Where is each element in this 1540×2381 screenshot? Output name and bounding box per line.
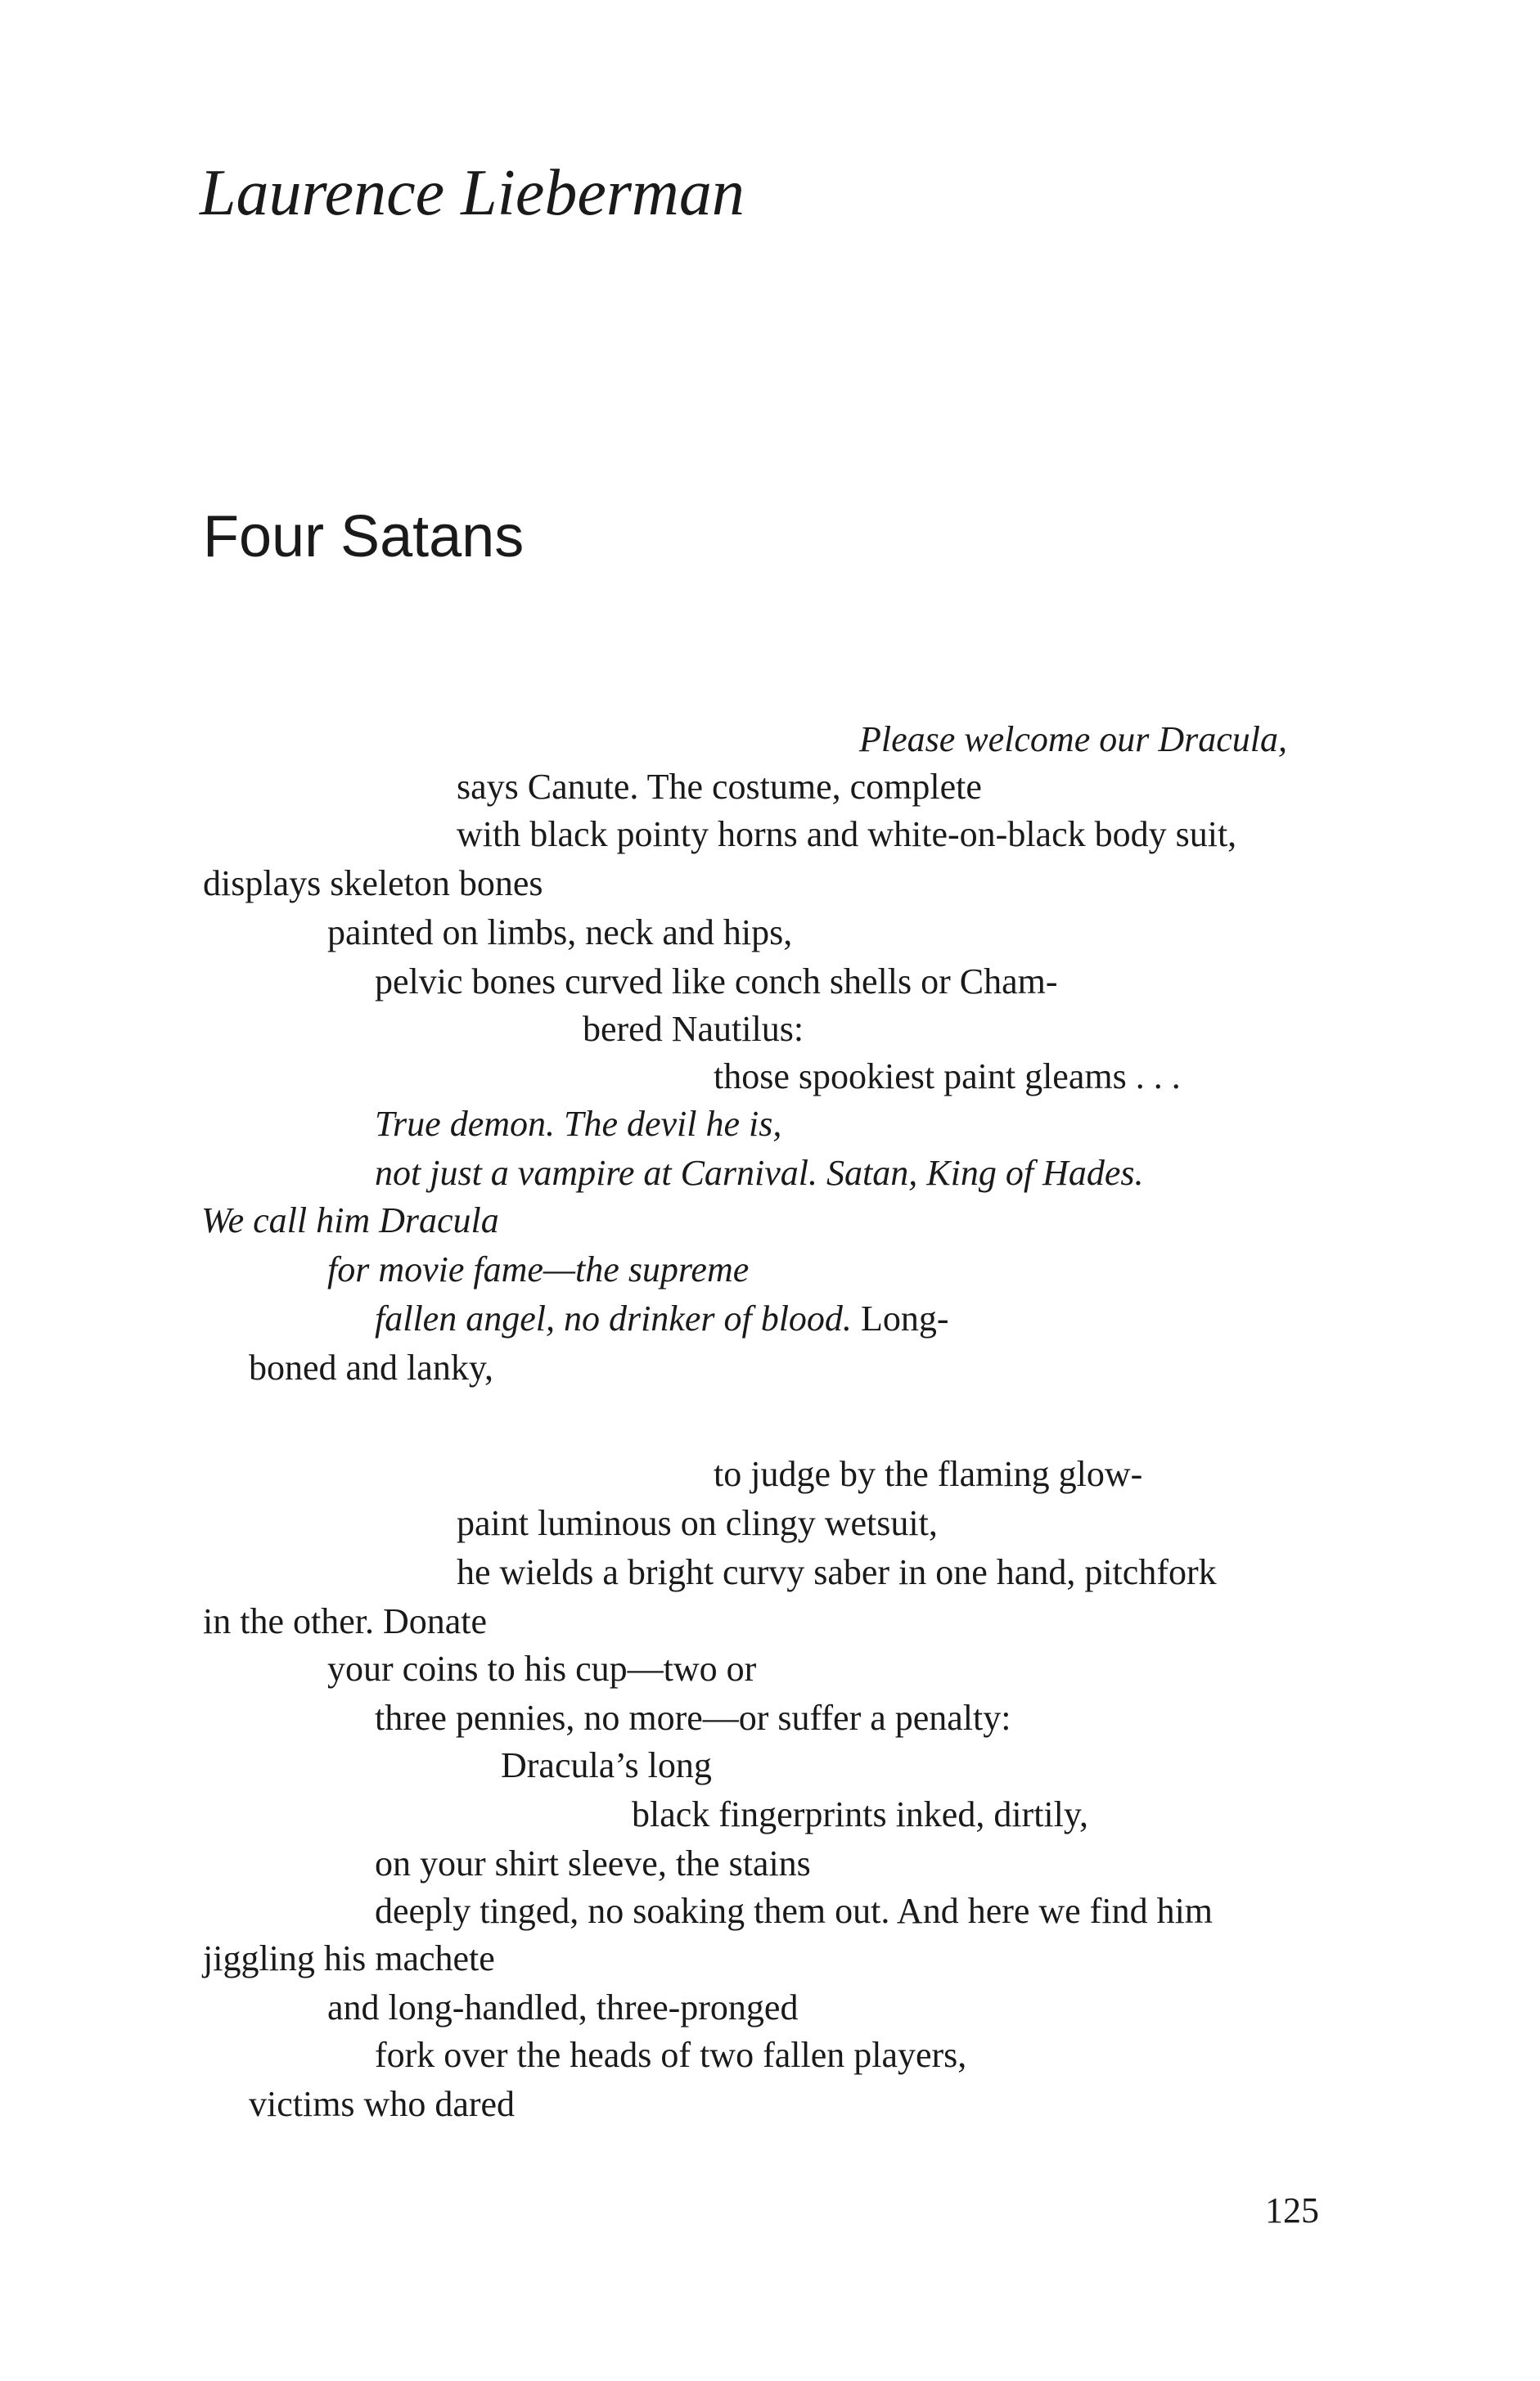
poem-line-text: your coins to his cup—two or — [327, 1649, 757, 1689]
poem-line-text: We call him Dracula — [201, 1200, 499, 1240]
poem-line-text: to judge by the flaming glow- — [714, 1454, 1143, 1494]
poem-line — [203, 1601, 488, 1641]
page-number: 125 — [1265, 2190, 1319, 2230]
poem-line-text: bered Nautilus: — [583, 1009, 804, 1049]
poem-line — [457, 1503, 938, 1543]
poem-line — [375, 961, 1058, 1001]
poem-line-text: Please welcome our Dracula, — [859, 719, 1287, 759]
poem-line-text: jiggling his machete — [203, 1938, 495, 1978]
poem-line — [327, 1987, 799, 2028]
poem-line-text: paint luminous on clingy wetsuit, — [457, 1503, 938, 1543]
poem-line-text: painted on limbs, neck and hips, — [327, 912, 793, 952]
poem-line — [327, 912, 793, 952]
poem-line — [859, 719, 1287, 759]
poem-line — [203, 1938, 495, 1978]
poem-line — [583, 1011, 804, 1047]
poem-line — [375, 1700, 1011, 1736]
poem-line — [201, 1200, 499, 1240]
poem-line-text: True demon. The devil he is, — [375, 1104, 782, 1144]
poem-line — [632, 1794, 1089, 1834]
poem-line-text: not just a vampire at Carnival. Satan, King of Hades. — [375, 1153, 1144, 1193]
poem-line-text: for movie fame—the supreme — [327, 1249, 750, 1290]
poem-line — [457, 814, 1237, 854]
poem-line — [375, 1106, 781, 1142]
poem-line-text: three pennies, no more—or suffer a penalty: — [375, 1698, 1011, 1738]
poem-line-text: on your shirt sleeve, the stains — [375, 1843, 811, 1884]
poem-line — [327, 1249, 750, 1290]
poem-line-text: he wields a bright curvy saber in one hand, pitchfork — [457, 1552, 1217, 1592]
poem-line — [714, 1456, 1142, 1492]
poem-line-text: fallen angel, no drinker of blood. — [375, 1299, 852, 1339]
poem-line — [375, 1843, 811, 1884]
poem-line — [249, 1350, 493, 1386]
poem-line-text: Long- — [851, 1299, 949, 1339]
poem-line — [375, 1155, 1143, 1191]
poem-line — [327, 1651, 756, 1687]
poem-line — [375, 1301, 948, 1337]
poem-line-text: victims who dared — [249, 2084, 516, 2124]
author-name: Laurence Lieberman — [200, 157, 745, 229]
poem-line-text: displays skeleton bones — [203, 863, 543, 903]
poem-line-text: with black pointy horns and white-on-black body suit, — [457, 814, 1237, 854]
poem-title: Four Satans — [203, 504, 525, 569]
poem-line-text: black fingerprints inked, dirtily, — [632, 1794, 1089, 1834]
poem-line — [249, 2086, 515, 2122]
poem-line — [714, 1056, 1181, 1096]
poem-line-text: fork over the heads of two fallen players, — [375, 2035, 967, 2075]
poem-line — [457, 769, 982, 805]
poem-line — [375, 1893, 1213, 1929]
poem-line-text: Dracula’s long — [501, 1745, 712, 1785]
poem-line-text: those spookiest paint gleams . . . — [714, 1056, 1181, 1096]
poem-line — [375, 2037, 966, 2073]
poem-line-text: and long-handled, three-pronged — [327, 1987, 799, 2028]
poem-line-text: in the other. Donate — [203, 1601, 488, 1641]
poem-line — [457, 1552, 1217, 1592]
poem-line — [501, 1745, 712, 1785]
poem-line-text: deeply tinged, no soaking them out. And here we find him — [375, 1891, 1214, 1931]
poem-line-text: says Canute. The costume, complete — [457, 767, 982, 807]
poem-line-text: boned and lanky, — [249, 1348, 493, 1388]
poem-line — [203, 863, 543, 903]
poem-line-text: pelvic bones curved like conch shells or Cham- — [375, 961, 1058, 1001]
